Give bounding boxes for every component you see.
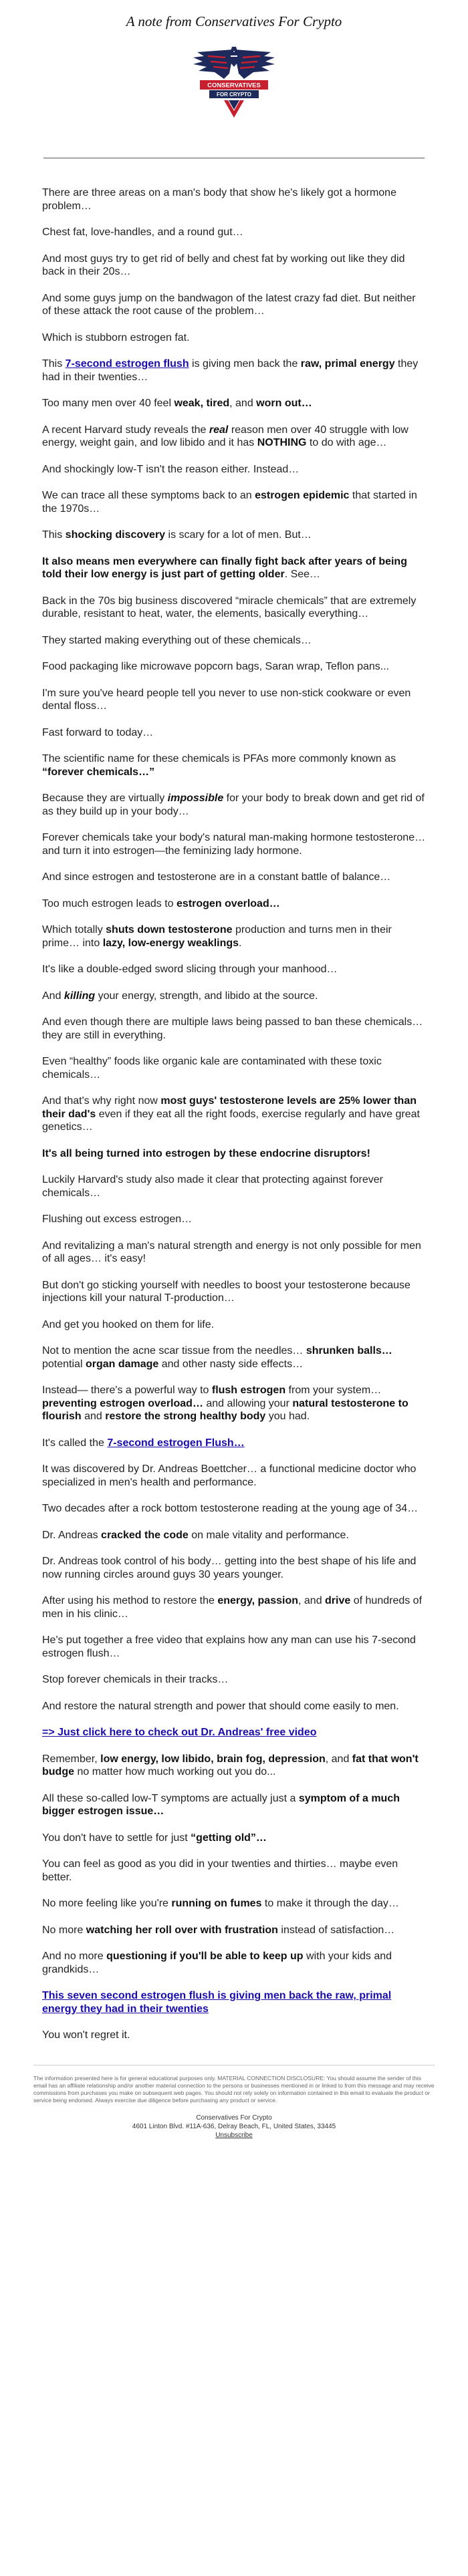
- paragraph: Which totally shuts down testosterone production and turns men in their prime… into lazy, low-energy weaklings.: [42, 924, 392, 949]
- conservatives-for-crypto-logo: [184, 43, 284, 123]
- paragraph: It's all being turned into estrogen by these endocrine disruptors!: [42, 1147, 370, 1159]
- paragraph: Food packaging like microwave popcorn bags, Saran wrap, Teflon pans...: [42, 661, 390, 672]
- paragraph: Dr. Andreas cracked the code on male vitality and performance.: [42, 1529, 349, 1541]
- paragraph: Instead— there's a powerful way to flush estrogen from your system… preventing estrogen overload… and allowing your natural testosterone to flourish and restore the strong healthy body you had.: [42, 1385, 408, 1422]
- paragraph: And most guys try to get rid of belly and chest fat by working out like they did back in their 20s…: [42, 253, 405, 277]
- paragraph: Forever chemicals take your body's natural man-making hormone testosterone… and turn it into estrogen—the feminizing lady hormone.: [42, 832, 426, 857]
- header-note: A note from Conservatives For Crypto: [126, 13, 342, 29]
- unsubscribe-link[interactable]: Unsubscribe: [215, 2131, 253, 2139]
- free-video-link[interactable]: => Just click here to check out Dr. Andreas' free video: [42, 1727, 317, 1738]
- paragraph: It's like a double-edged sword slicing through your manhood…: [42, 964, 338, 975]
- paragraph: And restore the natural strength and power that should come easily to men.: [42, 1700, 399, 1712]
- paragraph: Not to mention the acne scar tissue from the needles… shrunken balls… potential organ damage and other nasty side effects…: [42, 1345, 392, 1370]
- paragraph: He's put together a free video that explains how any man can use his 7-second estrogen flush…: [42, 1634, 416, 1659]
- paragraph: There are three areas on a man's body that show he's likely got a hormone problem…: [42, 187, 396, 212]
- paragraph: Too much estrogen leads to estrogen overload…: [42, 897, 280, 909]
- logo-text-line2: FOR CRYPTO: [216, 92, 252, 98]
- company-name: Conservatives For Crypto: [196, 2114, 272, 2122]
- paragraph: Fast forward to today…: [42, 726, 154, 738]
- eagle-icon: [193, 47, 275, 79]
- paragraph: And since estrogen and testosterone are in a constant battle of balance…: [42, 871, 391, 883]
- paragraph: But don't go sticking yourself with needles to boost your testosterone because injections kill your natural T-production…: [42, 1279, 411, 1304]
- paragraph: Which is stubborn estrogen fat.: [42, 331, 190, 343]
- paragraph: It was discovered by Dr. Andreas Boettcher… a functional medicine doctor who specialized in men's health and performance.: [42, 1463, 417, 1488]
- paragraph: Too many men over 40 feel weak, tired, and worn out…: [42, 398, 312, 409]
- disclaimer-text: The information presented here is for general educational purposes only. MATERIAL CONNECTION DISCLOSURE: You should assume the sender of this email has an affiliate relationship and/or another material connection to the persons or businesses mentioned in or linked to from this message and may receive commissions from purchases you make on subsequent web pages. You should not rely solely on information contained in this email to evaluate the product or service being endorsed. Always exercise due diligence before purchasing any product or service.: [33, 2074, 435, 2104]
- paragraph: Two decades after a rock bottom testosterone reading at the young age of 34…: [42, 1503, 419, 1514]
- paragraph: You can feel as good as you did in your twenties and thirties… maybe even better.: [42, 1858, 398, 1883]
- email-body: [0, 158, 468, 2042]
- unsubscribe-row: [33, 2131, 435, 2140]
- paragraph: [42, 1989, 426, 2015]
- paragraph: A recent Harvard study reveals the real reason men over 40 struggle with low energy, weight gain, and low libido and it has NOTHING to do with age…: [42, 424, 408, 448]
- logo-text-line1: CONSERVATIVES: [207, 82, 261, 90]
- paragraph: No more feeling like you're running on fumes to make it through the day…: [42, 1898, 399, 1909]
- paragraph: Stop forever chemicals in their tracks…: [42, 1674, 229, 1685]
- paragraph: And shockingly low-T isn't the reason either. Instead…: [42, 463, 300, 475]
- email-header: [0, 0, 468, 158]
- paragraph: Dr. Andreas took control of his body… getting into the best shape of his life and now running circles around guys 30 years younger.: [42, 1556, 417, 1580]
- paragraph: And no more questioning if you'll be able to keep up with your kids and grandkids…: [42, 1951, 392, 1975]
- paragraph: [42, 1726, 426, 1739]
- paragraph: Remember, low energy, low libido, brain fog, depression, and fat that won't budge no matter how much working out you do...: [42, 1753, 419, 1777]
- company-address: 4601 Linton Blvd. #11A-636, Delray Beach, FL, United States, 33445: [132, 2122, 336, 2130]
- paragraph: Luckily Harvard's study also made it clear that protecting against forever chemicals…: [42, 1174, 383, 1199]
- paragraph: This 7-second estrogen flush is giving men back the raw, primal energy they had in their twenties…: [42, 358, 419, 383]
- paragraph: Back in the 70s big business discovered “miracle chemicals” that are extremely durable, resistant to heat, water, the elements, basically everything…: [42, 595, 417, 619]
- paragraph: The scientific name for these chemicals is PFAs more commonly known as “forever chemicals…”: [42, 753, 396, 778]
- paragraph: And revitalizing a man's natural strength and energy is not only possible for men of all ages… it's easy!: [42, 1240, 421, 1264]
- paragraph: I'm sure you've heard people tell you never to use non-stick cookware or even dental floss…: [42, 687, 411, 712]
- paragraph: Even “healthy” foods like organic kale are contaminated with these toxic chemicals…: [42, 1056, 382, 1081]
- paragraph: This shocking discovery is scary for a lot of men. But…: [42, 529, 312, 541]
- paragraph: All these so-called low-T symptoms are actually just a symptom of a much bigger estrogen issue…: [42, 1792, 400, 1817]
- estrogen-flush-link[interactable]: 7-second estrogen Flush…: [107, 1437, 245, 1449]
- paragraph: After using his method to restore the energy, passion, and drive of hundreds of men in his clinic…: [42, 1595, 423, 1620]
- paragraph: And get you hooked on them for life.: [42, 1318, 215, 1330]
- paragraph: No more watching her roll over with frustration instead of satisfaction…: [42, 1924, 395, 1936]
- paragraph: Chest fat, love-handles, and a round gut…: [42, 227, 243, 238]
- paragraph: You don't have to settle for just “getting old”…: [42, 1832, 267, 1844]
- paragraph: Flushing out excess estrogen…: [42, 1213, 193, 1225]
- paragraph: It's called the 7-second estrogen Flush…: [42, 1437, 245, 1449]
- paragraph: It also means men everywhere can finally fight back after years of being told their low energy is just part of getting older. See…: [42, 555, 407, 580]
- paragraph: Because they are virtually impossible for your body to break down and get rid of as they build up in your body…: [42, 793, 425, 817]
- paragraph: And even though there are multiple laws being passed to ban these chemicals… they are still in everything.: [42, 1016, 423, 1041]
- paragraph: And some guys jump on the bandwagon of the latest crazy fad diet. But neither of these attack the root cause of the problem…: [42, 292, 416, 317]
- paragraph: You won't regret it.: [42, 2029, 130, 2041]
- paragraph: And killing your energy, strength, and libido at the source.: [42, 990, 318, 1002]
- estrogen-flush-cta-link[interactable]: This seven second estrogen flush is giving men back the raw, primal energy they had in their twenties: [42, 1990, 392, 2015]
- paragraph: We can trace all these symptoms back to an estrogen epidemic that started in the 1970s…: [42, 490, 417, 515]
- email-footer: [33, 2065, 435, 2140]
- estrogen-flush-link[interactable]: 7-second estrogen flush: [65, 358, 189, 370]
- paragraph: And that's why right now most guys' testosterone levels are 25% lower than their dad's even if they eat all the right foods, exercise regularly and have great genetics…: [42, 1095, 420, 1133]
- paragraph: They started making everything out of these chemicals…: [42, 634, 312, 646]
